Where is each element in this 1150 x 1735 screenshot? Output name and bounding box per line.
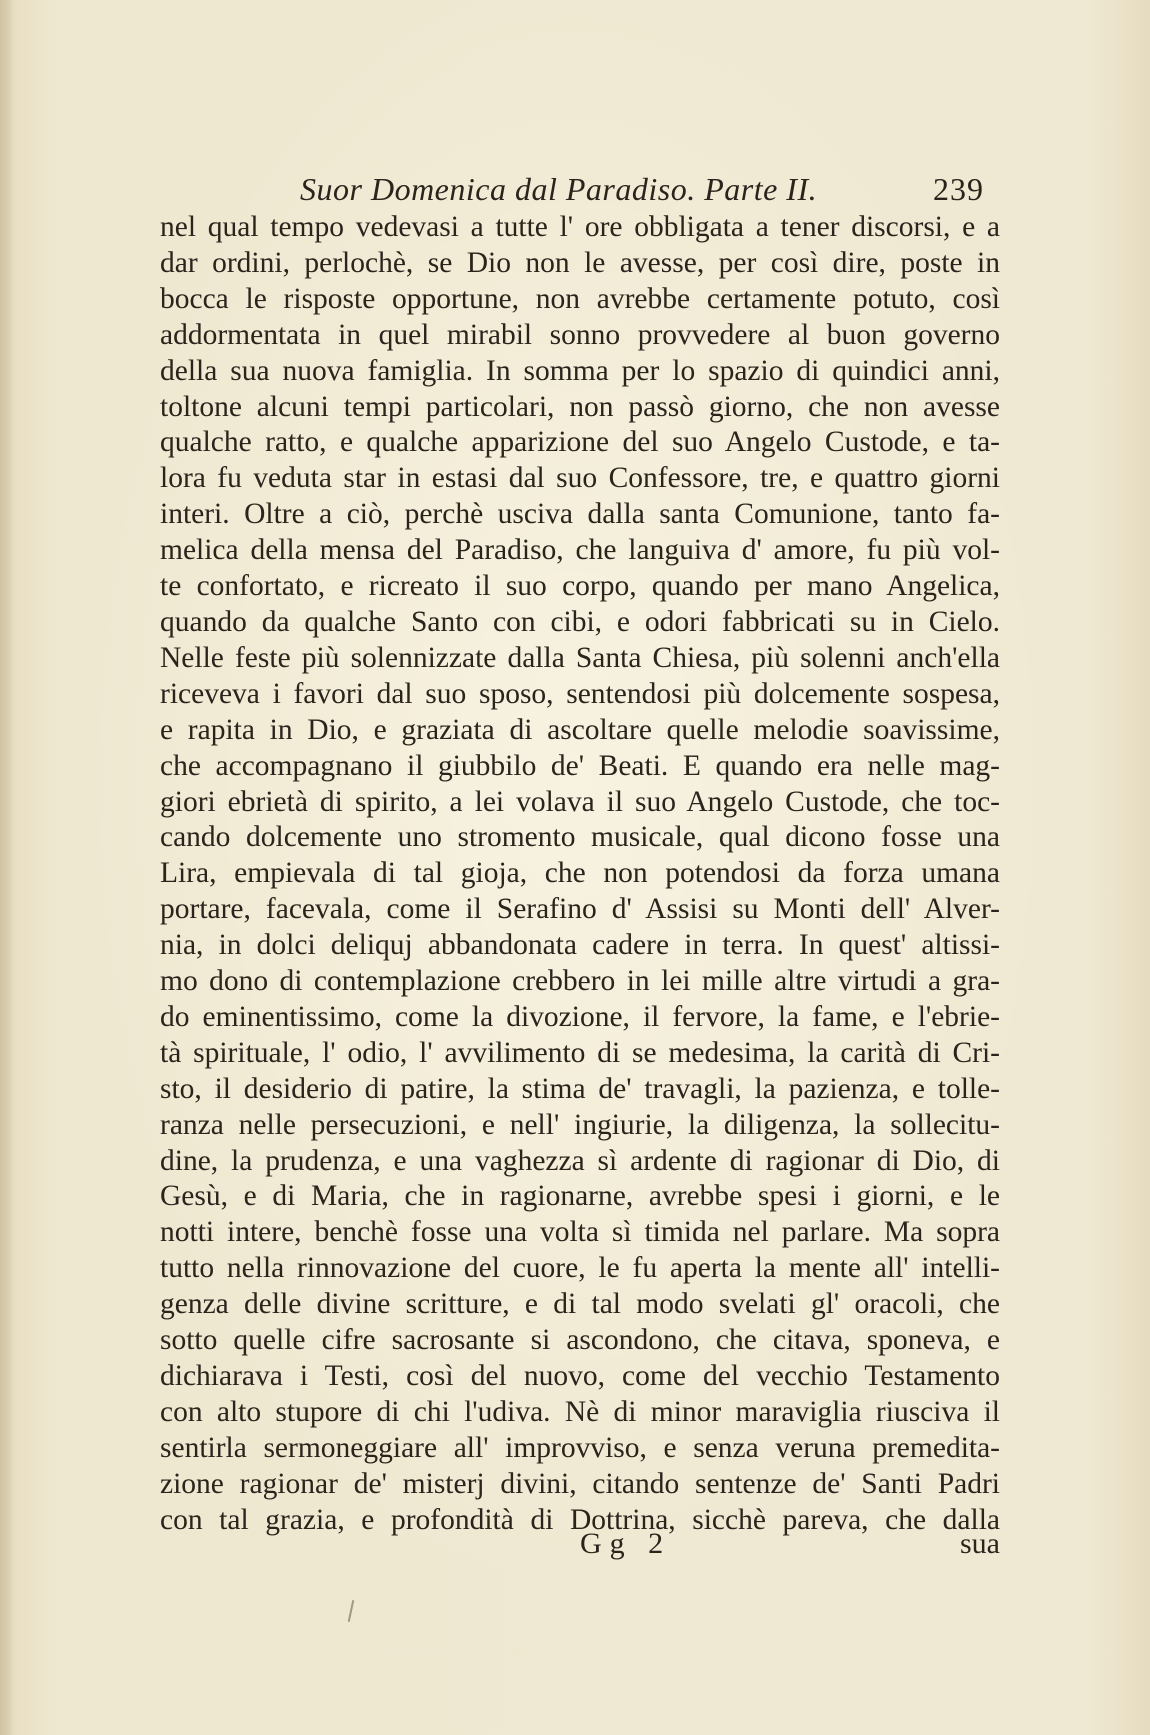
text-line: dine, la prudenza, e una vaghezza sì ardente di ragionar di Dio, di	[160, 1144, 1000, 1177]
catchword: sua	[960, 1527, 1000, 1560]
text-line: mo dono di contemplazione crebbero in lei mille altre virtudi a gra-	[160, 965, 1000, 998]
text-line: tà spirituale, l' odio, l' avvilimento di se medesima, la carità di Cri-	[160, 1036, 1000, 1069]
text-line: bocca le risposte opportune, non avrebbe certamente potuto, così	[160, 282, 1000, 315]
text-line: melica della mensa del Paradiso, che languiva d' amore, fu più vol-	[160, 534, 1000, 567]
text-line: sto, il desiderio di patire, la stima de' travagli, la pazienza, e tolle-	[160, 1072, 1000, 1105]
text-line: riceveva i favori dal suo sposo, sentendosi più dolcemente sospesa,	[160, 677, 1000, 710]
page-footer	[160, 1524, 1000, 1564]
text-line: qualche ratto, e qualche apparizione del suo Angelo Custode, e ta-	[160, 426, 1000, 459]
text-line: ranza nelle persecuzioni, e nell' ingiurie, la diligenza, la sollecitu-	[160, 1108, 1000, 1141]
text-line: Lira, empievala di tal gioja, che non potendosi da forza umana	[160, 857, 1000, 890]
text-line: interi. Oltre a ciò, perchè usciva dalla santa Comunione, tanto fa-	[160, 498, 1000, 531]
page-gutter-shadow	[0, 0, 14, 1735]
text-line: nel qual tempo vedevasi a tutte l' ore obbligata a tener discorsi, e a	[160, 211, 1000, 243]
running-head	[160, 168, 1000, 210]
running-title: Suor Domenica dal Paradiso. Parte II.	[300, 171, 818, 207]
text-line: portare, facevala, come il Serafino d' Assisi su Monti dell' Alver-	[160, 893, 1000, 926]
signature-mark: Gg 2	[580, 1527, 672, 1560]
text-line: dichiarava i Testi, così del nuovo, come del vecchio Testamento	[160, 1360, 1000, 1392]
text-line: genza delle divine scritture, e di tal modo svelati gl' oracoli, che	[160, 1288, 1000, 1321]
text-line: della sua nuova famiglia. In somma per lo spazio di quindici anni,	[160, 354, 1000, 387]
page-number: 239	[933, 171, 984, 207]
text-line: e rapita in Dio, e graziata di ascoltare quelle melodie soavissime,	[160, 713, 1000, 746]
text-line: toltone alcuni tempi particolari, non passò giorno, che non avesse	[160, 390, 1000, 423]
text-line: sentirla sermoneggiare all' improvviso, e senza veruna premedita-	[160, 1431, 1000, 1464]
stray-ink-mark	[348, 1600, 355, 1622]
text-line: con tal grazia, e profondità di Dottrina, sicchè pareva, che dalla	[160, 1503, 1000, 1536]
text-line: notti intere, benchè fosse una volta sì timida nel parlare. Ma sopra	[160, 1216, 1000, 1249]
text-line: giori ebrietà di spirito, a lei volava il suo Angelo Custode, che toc-	[160, 785, 1000, 818]
text-line: cando dolcemente uno stromento musicale, qual dicono fosse una	[160, 821, 1000, 854]
text-line: sotto quelle cifre sacrosante si ascondono, che citava, sponeva, e	[160, 1324, 1000, 1357]
text-line: addormentata in quel mirabil sonno provvedere al buon governo	[160, 318, 1000, 351]
text-line: nia, in dolci deliquj abbandonata cadere in terra. In quest' altissi-	[160, 929, 1000, 962]
text-line: con alto stupore di chi l'udiva. Nè di minor maraviglia riusciva il	[160, 1395, 1000, 1428]
text-line: Nelle feste più solennizzate dalla Santa Chiesa, più solenni anch'ella	[160, 641, 1000, 674]
text-line: do eminentissimo, come la divozione, il fervore, la fame, e l'ebrie-	[160, 1000, 1000, 1033]
text-line: te confortato, e ricreato il suo corpo, quando per mano Angelica,	[160, 570, 1000, 603]
text-line: lora fu veduta star in estasi dal suo Confessore, tre, e quattro giorni	[160, 462, 1000, 495]
text-line: dar ordini, perlochè, se Dio non le avesse, per così dire, poste in	[160, 246, 1000, 279]
body-text	[160, 210, 1000, 1539]
text-line: tutto nella rinnovazione del cuore, le fu aperta la mente all' intelli-	[160, 1252, 1000, 1285]
text-line: Gesù, e di Maria, che in ragionarne, avrebbe spesi i giorni, e le	[160, 1180, 1000, 1213]
text-line: zione ragionar de' misterj divini, citando sentenze de' Santi Padri	[160, 1467, 1000, 1500]
text-line: che accompagnano il giubbilo de' Beati. E quando era nelle mag-	[160, 749, 1000, 782]
text-line: quando da qualche Santo con cibi, e odori fabbricati su in Cielo.	[160, 605, 1000, 638]
